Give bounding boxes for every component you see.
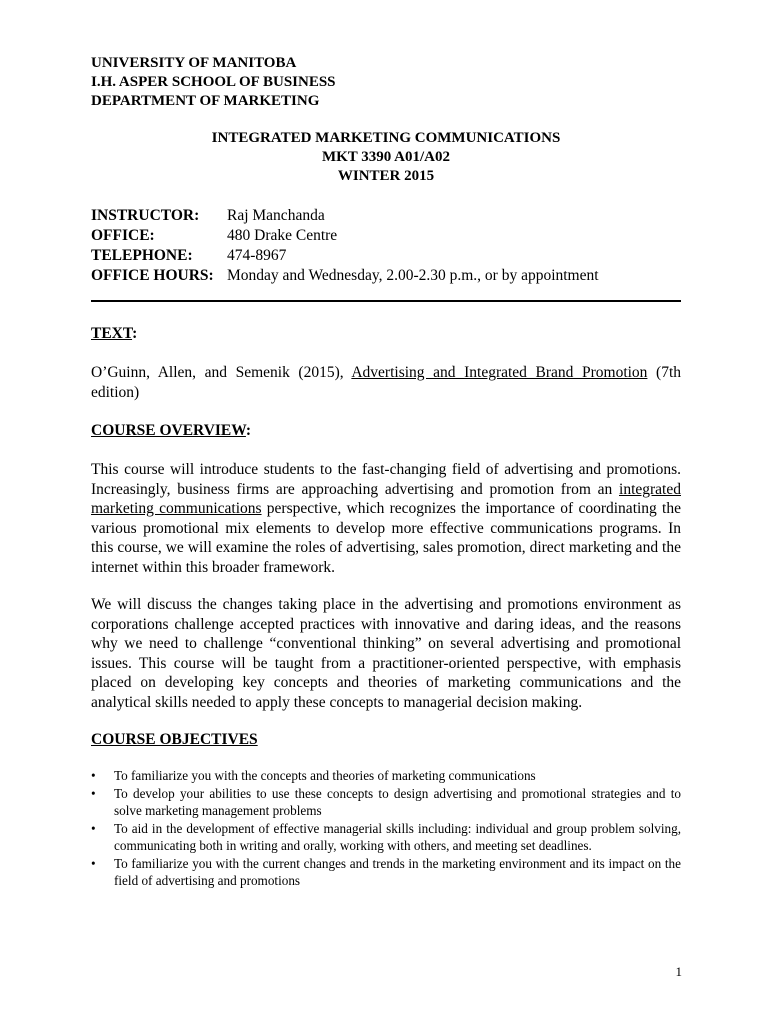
overview-paragraph-1 — [91, 460, 681, 577]
office-hours-value: Monday and Wednesday, 2.00-2.30 p.m., or by appointment — [227, 267, 599, 284]
bullet-icon: • — [91, 820, 96, 836]
textbook-authors: O’Guinn, Allen, and Semenik (2015), — [91, 364, 352, 381]
office-row — [91, 226, 599, 246]
course-title: INTEGRATED MARKETING COMMUNICATIONS — [211, 130, 561, 146]
telephone-value: 474-8967 — [227, 247, 287, 264]
course-overview-heading-label: COURSE OVERVIEW — [91, 422, 246, 439]
bullet-icon: • — [91, 785, 96, 801]
telephone-row — [91, 246, 599, 266]
text-heading-colon: : — [132, 325, 138, 342]
office-hours-row — [91, 266, 599, 286]
textbook-edition: (7th edition) — [91, 364, 681, 401]
department-name: DEPARTMENT OF MARKETING — [91, 93, 320, 109]
school-name: I.H. ASPER SCHOOL OF BUSINESS — [91, 74, 336, 90]
course-overview-heading-colon: : — [245, 422, 252, 439]
course-title-block — [91, 129, 681, 186]
instructor-label: INSTRUCTOR: — [91, 207, 200, 224]
objective-text: To familiarize you with the current changes and trends in the marketing environment and its impact on the field of advertising and promotions — [114, 855, 681, 888]
course-term: WINTER 2015 — [337, 168, 435, 184]
objective-text: To familiarize you with the concepts and theories of marketing communications — [114, 768, 536, 783]
list-item — [91, 820, 681, 855]
list-item — [91, 767, 681, 785]
office-hours-label: OFFICE HOURS: — [91, 267, 214, 284]
text-heading-label: TEXT — [91, 325, 133, 342]
bullet-icon: • — [91, 855, 96, 871]
university-name: UNIVERSITY OF MANITOBA — [91, 55, 297, 71]
office-label: OFFICE: — [91, 227, 155, 244]
overview-p1-underlined: integrated marketing communications — [91, 480, 681, 517]
list-item — [91, 855, 681, 890]
institution-header — [91, 54, 336, 111]
objective-text: To aid in the development of effective managerial skills including: individual and group problem solving, communicating both in writing and orally, working with others, and meeting set deadlines. — [114, 820, 681, 853]
bullet-icon: • — [91, 768, 96, 783]
instructor-info — [91, 206, 599, 286]
overview-paragraph-2: We will discuss the changes taking place in the advertising and promotions environment as corporations challenge accepted practices with innovative and daring ideas, and the reasons why we need to challenge “conventional thinking” on several advertising and promotional issues. This course will be taught from a practitioner-oriented perspective, with emphasis placed on developing key concepts and theories of marketing communications and the analytical skills needed to apply these concepts to managerial decision making. — [91, 596, 681, 711]
instructor-value: Raj Manchanda — [227, 207, 325, 224]
text-heading — [91, 324, 137, 343]
page-number: 1 — [675, 964, 682, 979]
list-item — [91, 785, 681, 820]
instructor-row — [91, 206, 599, 226]
horizontal-divider — [91, 300, 681, 302]
textbook-reference — [91, 363, 681, 402]
overview-p1-part1: This course will introduce students to the fast-changing field of advertising and promotions. Increasingly, business firms are approaching advertising and promotion from an — [91, 461, 681, 498]
objective-text: To develop your abilities to use these concepts to design advertising and promotional strategies and to solve marketing management problems — [114, 785, 681, 818]
course-overview-heading — [91, 421, 251, 440]
objectives-list — [91, 767, 681, 890]
course-objectives-heading: COURSE OBJECTIVES — [91, 731, 258, 748]
textbook-title: Advertising and Integrated Brand Promotion — [351, 364, 648, 381]
course-code: MKT 3390 A01/A02 — [321, 149, 451, 165]
office-value: 480 Drake Centre — [227, 227, 338, 244]
overview-p1-part2: perspective, which recognizes the importance of coordinating the various promotional mix elements to develop more effective communications programs. In this course, we will examine the roles of advertising, sales promotion, direct marketing and the internet within this broader framework. — [91, 500, 681, 576]
telephone-label: TELEPHONE: — [91, 247, 193, 264]
